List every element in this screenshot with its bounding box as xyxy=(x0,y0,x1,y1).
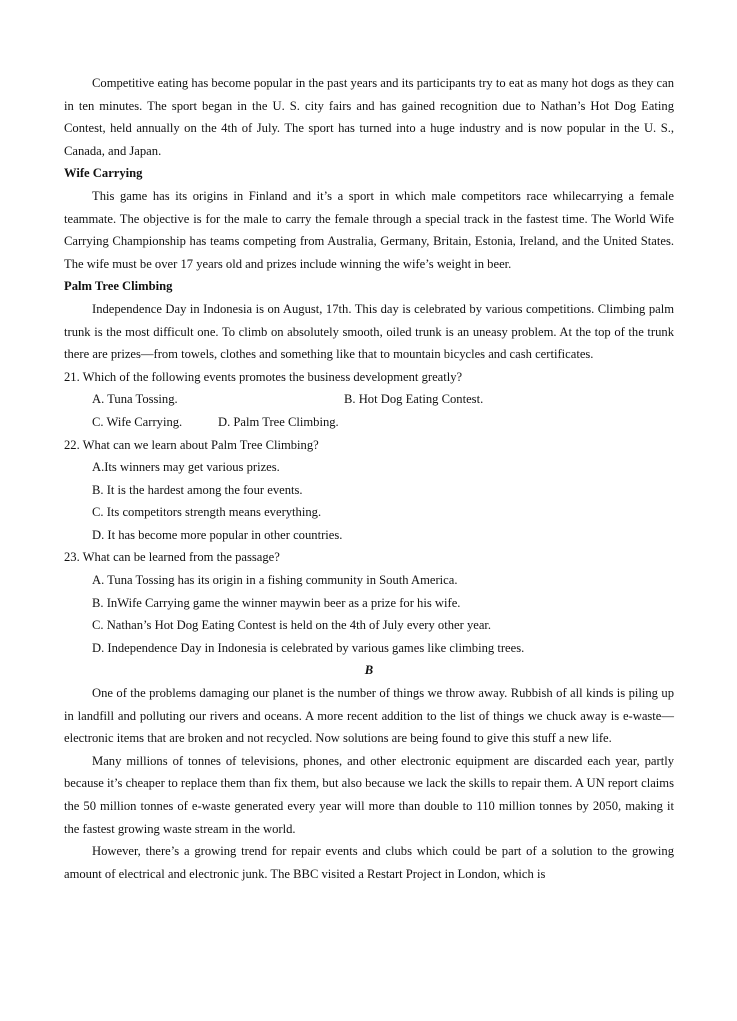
question-21: 21. Which of the following events promotes the business development greatly? xyxy=(64,369,463,384)
option-22-c: C. Its competitors strength means everything. xyxy=(92,505,322,520)
section-b-label: B xyxy=(364,663,374,678)
option-22-b: B. It is the hardest among the four events. xyxy=(92,482,303,497)
option-22-a: A.Its winners may get various prizes. xyxy=(92,460,280,475)
option-21-c: C. Wife Carrying. xyxy=(92,414,183,429)
paragraph-repair-events: However, there’s a growing trend for repair events and clubs which could be part of a solution to the growing amount of electrical and electronic junk. The BBC visited a Restart Project in London, which is xyxy=(64,844,674,881)
option-23-b: B. InWife Carrying game the winner maywin beer as a prize for his wife. xyxy=(92,595,461,610)
paragraph-e-waste-intro: One of the problems damaging our planet is the number of things we throw away. Rubbish of all kinds is piling up in landfill and polluting our rivers and oceans. A more recent addition to the list of things we chuck away is e-waste—electronic items that are broken and not recycled. Now solutions are being found to give this stuff a new life. xyxy=(64,686,674,746)
paragraph-e-waste-statistics: Many millions of tonnes of televisions, phones, and other electronic equipment are discarded each year, partly because it’s cheaper to replace them than fix them, but also because we lack the skills to repair them. A UN report claims the 50 million tonnes of e-waste generated every year will more than double to 110 million tonnes by 2050, making it the fastest growing waste stream in the world. xyxy=(64,753,674,836)
paragraph-competitive-eating: Competitive eating has become popular in the past years and its participants try to eat as many hot dogs as they can in ten minutes. The sport began in the U. S. city fairs and has gained recognition due to Nathan’s Hot Dog Eating Contest, held annually on the 4th of July. The sport has turned into a huge industry and is now popular in the U. S., Canada, and Japan. xyxy=(64,76,674,158)
option-21-a: A. Tuna Tossing. xyxy=(92,392,178,407)
option-23-a: A. Tuna Tossing has its origin in a fishing community in South America. xyxy=(92,573,458,588)
option-23-c: C. Nathan’s Hot Dog Eating Contest is held on the 4th of July every other year. xyxy=(92,618,492,633)
question-21-options-row-2 xyxy=(92,411,674,434)
option-23-d: D. Independence Day in Indonesia is celebrated by various games like climbing trees. xyxy=(92,640,525,655)
heading-wife-carrying: Wife Carrying xyxy=(64,166,143,181)
paragraph-wife-carrying: This game has its origins in Finland and it’s a sport in which male competitors race whilecarrying a female teammate. The objective is for the male to carry the female through a special track in the fastest time. The World Wife Carrying Championship has teams competing from Australia, Germany, Britain, Estonia, Ireland, and the United States. The wife must be over 17 years old and prizes include winning the wife’s weight in beer. xyxy=(64,188,674,271)
option-22-d: D. It has become more popular in other countries. xyxy=(92,527,343,542)
option-21-b: B. Hot Dog Eating Contest. xyxy=(344,392,484,407)
document-page xyxy=(64,72,674,885)
question-23: 23. What can be learned from the passage? xyxy=(64,550,280,565)
paragraph-palm-tree-climbing: Independence Day in Indonesia is on August, 17th. This day is celebrated by various competitions. Climbing palm trunk is the most difficult one. To climb on absolutely smooth, oiled trunk is an uneasy problem. At the top of the trunk there are prizes—from towels, clothes and something like that to mountain bicycles and cash certificates. xyxy=(64,301,674,362)
question-22: 22. What can we learn about Palm Tree Climbing? xyxy=(64,437,319,452)
heading-palm-tree-climbing: Palm Tree Climbing xyxy=(64,279,173,294)
option-21-d: D. Palm Tree Climbing. xyxy=(218,414,339,429)
question-21-options-row-1 xyxy=(92,388,674,411)
